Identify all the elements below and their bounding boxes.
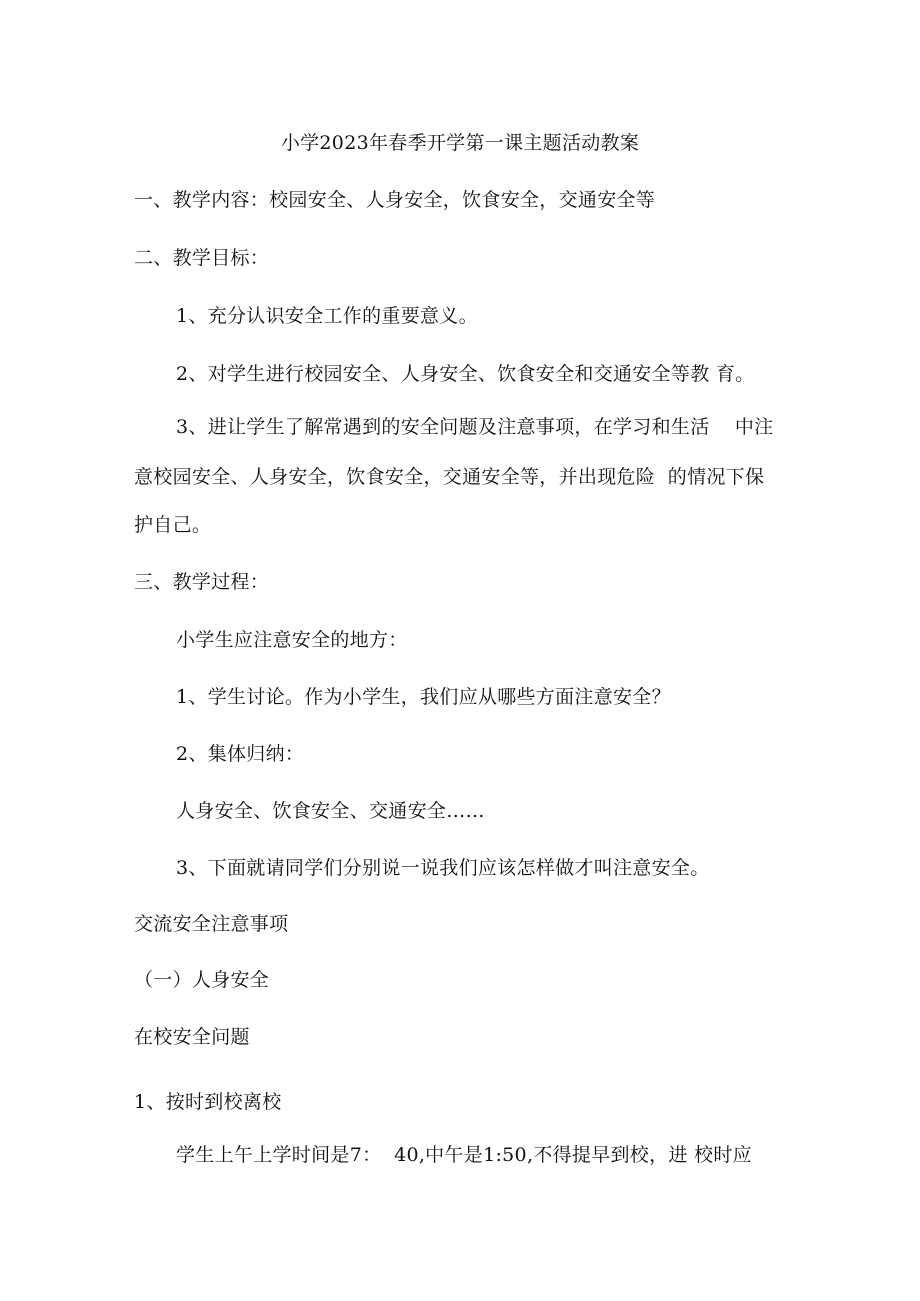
paragraph-line: 2、对学生进行校园安全、人身安全、饮食安全和交通安全等教 育。 [176, 363, 755, 385]
paragraph-line: 1、充分认识安全工作的重要意义。 [176, 305, 478, 327]
list-item-heading: 1、按时到校离校 [134, 1091, 282, 1113]
paragraph-line: 人身安全、饮食安全、交通安全…… [176, 800, 485, 822]
subsection-heading: 在校安全问题 [134, 1026, 250, 1048]
section-heading: 一、教学内容：校园安全、人身安全，饮食安全，交通安全等 [134, 189, 656, 211]
paragraph-line: 1、学生讨论。作为小学生，我们应从哪些方面注意安全？ [176, 686, 671, 708]
paragraph-line: 学生上午上学时间是7： 40,中午是1:50,不得提早到校，进 校时应 [176, 1144, 752, 1166]
paragraph-line: 3、进让学生了解常遇到的安全问题及注意事项，在学习和生活 中注 [176, 416, 774, 438]
paragraph-line: 意校园安全、人身安全，饮食安全，交通安全等，并出现危险 的情况下保 [134, 466, 765, 488]
paragraph-line: 3、下面就请同学们分别说一说我们应该怎样做才叫注意安全。 [176, 857, 710, 879]
section-heading: 三、教学过程： [134, 571, 270, 593]
paragraph-line: 小学生应注意安全的地方： [176, 629, 408, 651]
document-title: 小学2023年春季开学第一课主题活动教案 [280, 132, 640, 154]
subsection-heading: （一）人身安全 [134, 969, 270, 991]
paragraph-line: 护自己。 [134, 514, 212, 536]
paragraph-line: 2、集体归纳： [176, 743, 305, 765]
subsection-heading: 交流安全注意事项 [134, 913, 289, 935]
section-heading: 二、教学目标： [134, 247, 270, 269]
